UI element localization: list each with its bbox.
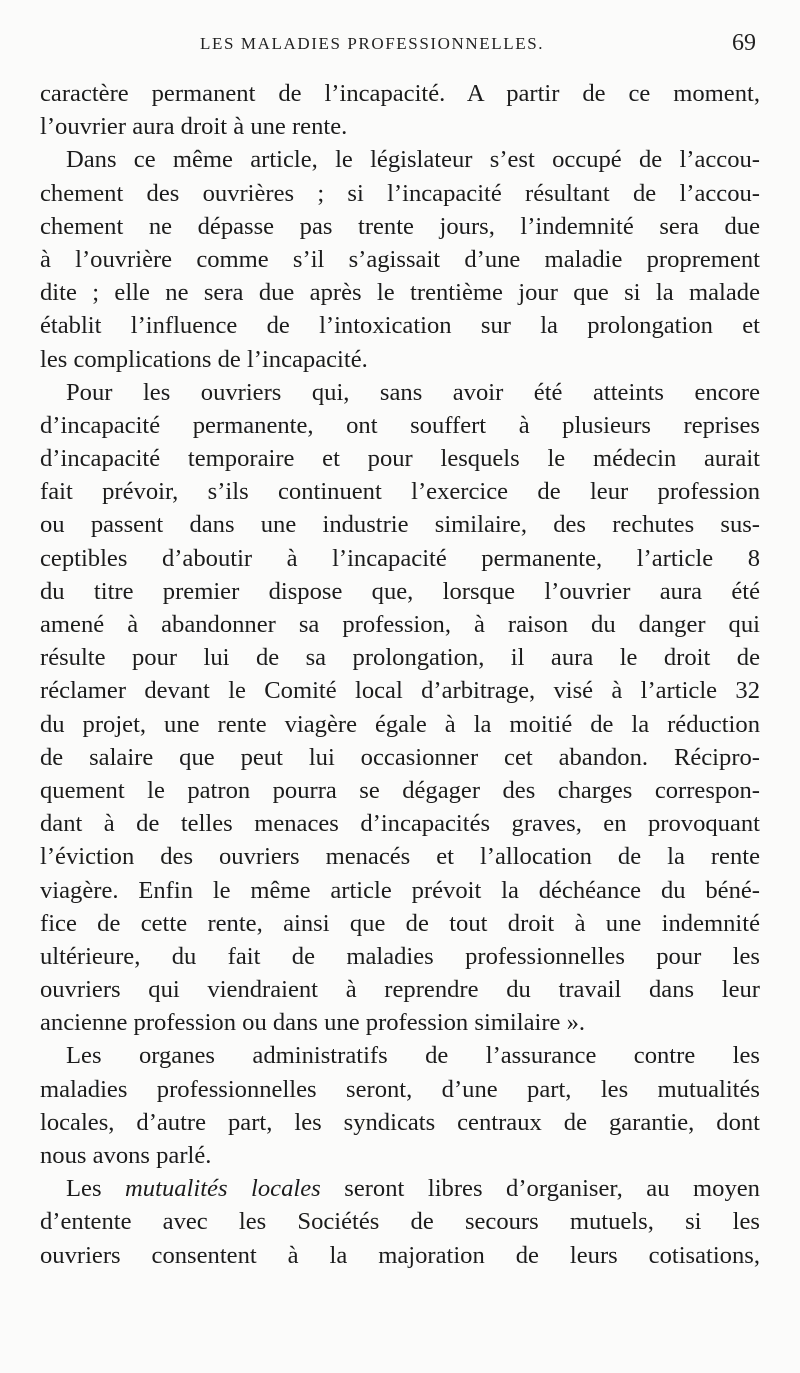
paragraph bbox=[40, 376, 760, 1040]
text-line: réclamer devant le Comité local d’arbitrage, visé à l’article 32 bbox=[40, 677, 760, 705]
running-title: LES MALADIES PROFESSIONNELLES. bbox=[200, 34, 545, 53]
italic-phrase: mutualités locales bbox=[125, 1175, 321, 1203]
text-line bbox=[40, 1172, 760, 1205]
text-line: ancienne profession ou dans une profession similaire ». bbox=[40, 1009, 586, 1037]
text-line: d’incapacité temporaire et pour lesquels le médecin aurait bbox=[40, 445, 760, 473]
page-number: 69 bbox=[732, 30, 756, 56]
text-line: du titre premier dispose que, lorsque l’ouvrier aura été bbox=[40, 577, 760, 605]
text-line: Dans ce même article, le législateur s’est occupé de l’accou- bbox=[66, 146, 760, 174]
text-line: viagère. Enfin le même article prévoit la déchéance du béné- bbox=[40, 876, 760, 904]
page-header bbox=[40, 30, 760, 60]
text-line: locales, d’autre part, les syndicats centraux de garantie, dont bbox=[40, 1108, 760, 1136]
text-line: fice de cette rente, ainsi que de tout droit à une indemnité bbox=[40, 909, 760, 937]
text-line: amené à abandonner sa profession, à raison du danger qui bbox=[40, 611, 760, 638]
text-fragment: Les bbox=[66, 1175, 126, 1203]
text-line: d’entente avec les Sociétés de secours mutuels, si les bbox=[40, 1208, 760, 1236]
text-line: Les organes administratifs de l’assurance contre les bbox=[66, 1042, 760, 1070]
text-line: fait prévoir, s’ils continuent l’exercice de leur profession bbox=[40, 478, 760, 506]
paragraph bbox=[40, 1039, 760, 1172]
text-line: établit l’influence de l’intoxication sur la prolongation et bbox=[40, 312, 760, 340]
body-text bbox=[40, 77, 760, 1272]
text-line: dant à de telles menaces d’incapacités graves, en provoquant bbox=[40, 810, 760, 838]
text-line: ouvriers consentent à la majoration de leurs cotisations, bbox=[40, 1241, 760, 1269]
text-line: chement des ouvrières ; si l’incapacité résultant de l’accou- bbox=[40, 179, 760, 207]
text-line: ceptibles d’aboutir à l’incapacité permanente, l’article 8 bbox=[40, 544, 760, 572]
text-line: résulte pour lui de sa prolongation, il aura le droit de bbox=[40, 644, 760, 672]
text-line: nous avons parlé. bbox=[40, 1142, 212, 1169]
text-line: d’incapacité permanente, ont souffert à plusieurs reprises bbox=[40, 411, 760, 439]
text-line: du projet, une rente viagère égale à la moitié de la réduction bbox=[40, 710, 760, 738]
text-line: Pour les ouvriers qui, sans avoir été atteints encore bbox=[66, 378, 760, 406]
paragraph bbox=[40, 1172, 760, 1272]
text-line: de salaire que peut lui occasionner cet abandon. Récipro- bbox=[40, 743, 760, 771]
text-line: les complications de l’incapacité. bbox=[40, 345, 368, 373]
text-line: l’éviction des ouvriers menacés et l’allocation de la rente bbox=[40, 843, 760, 871]
text-line: caractère permanent de l’incapacité. A partir de ce moment, bbox=[40, 80, 760, 107]
paragraph bbox=[40, 77, 760, 143]
text-line: quement le patron pourra se dégager des charges correspon- bbox=[40, 776, 760, 804]
text-line: ouvriers qui viendraient à reprendre du travail dans leur bbox=[40, 976, 760, 1004]
text-line: dite ; elle ne sera due après le trentième jour que si la malade bbox=[40, 279, 760, 307]
text-line: l’ouvrier aura droit à une rente. bbox=[40, 113, 348, 141]
text-line: maladies professionnelles seront, d’une part, les mutualités bbox=[40, 1075, 760, 1103]
text-line: ou passent dans une industrie similaire, des rechutes sus- bbox=[40, 511, 760, 539]
text-line: à l’ouvrière comme s’il s’agissait d’une maladie proprement bbox=[40, 245, 760, 273]
text-line: ultérieure, du fait de maladies professionnelles pour les bbox=[40, 942, 760, 970]
text-line: chement ne dépasse pas trente jours, l’indemnité sera due bbox=[40, 212, 760, 240]
paragraph bbox=[40, 143, 760, 375]
text-fragment: seront libres d’organiser, au moyen bbox=[320, 1175, 760, 1203]
